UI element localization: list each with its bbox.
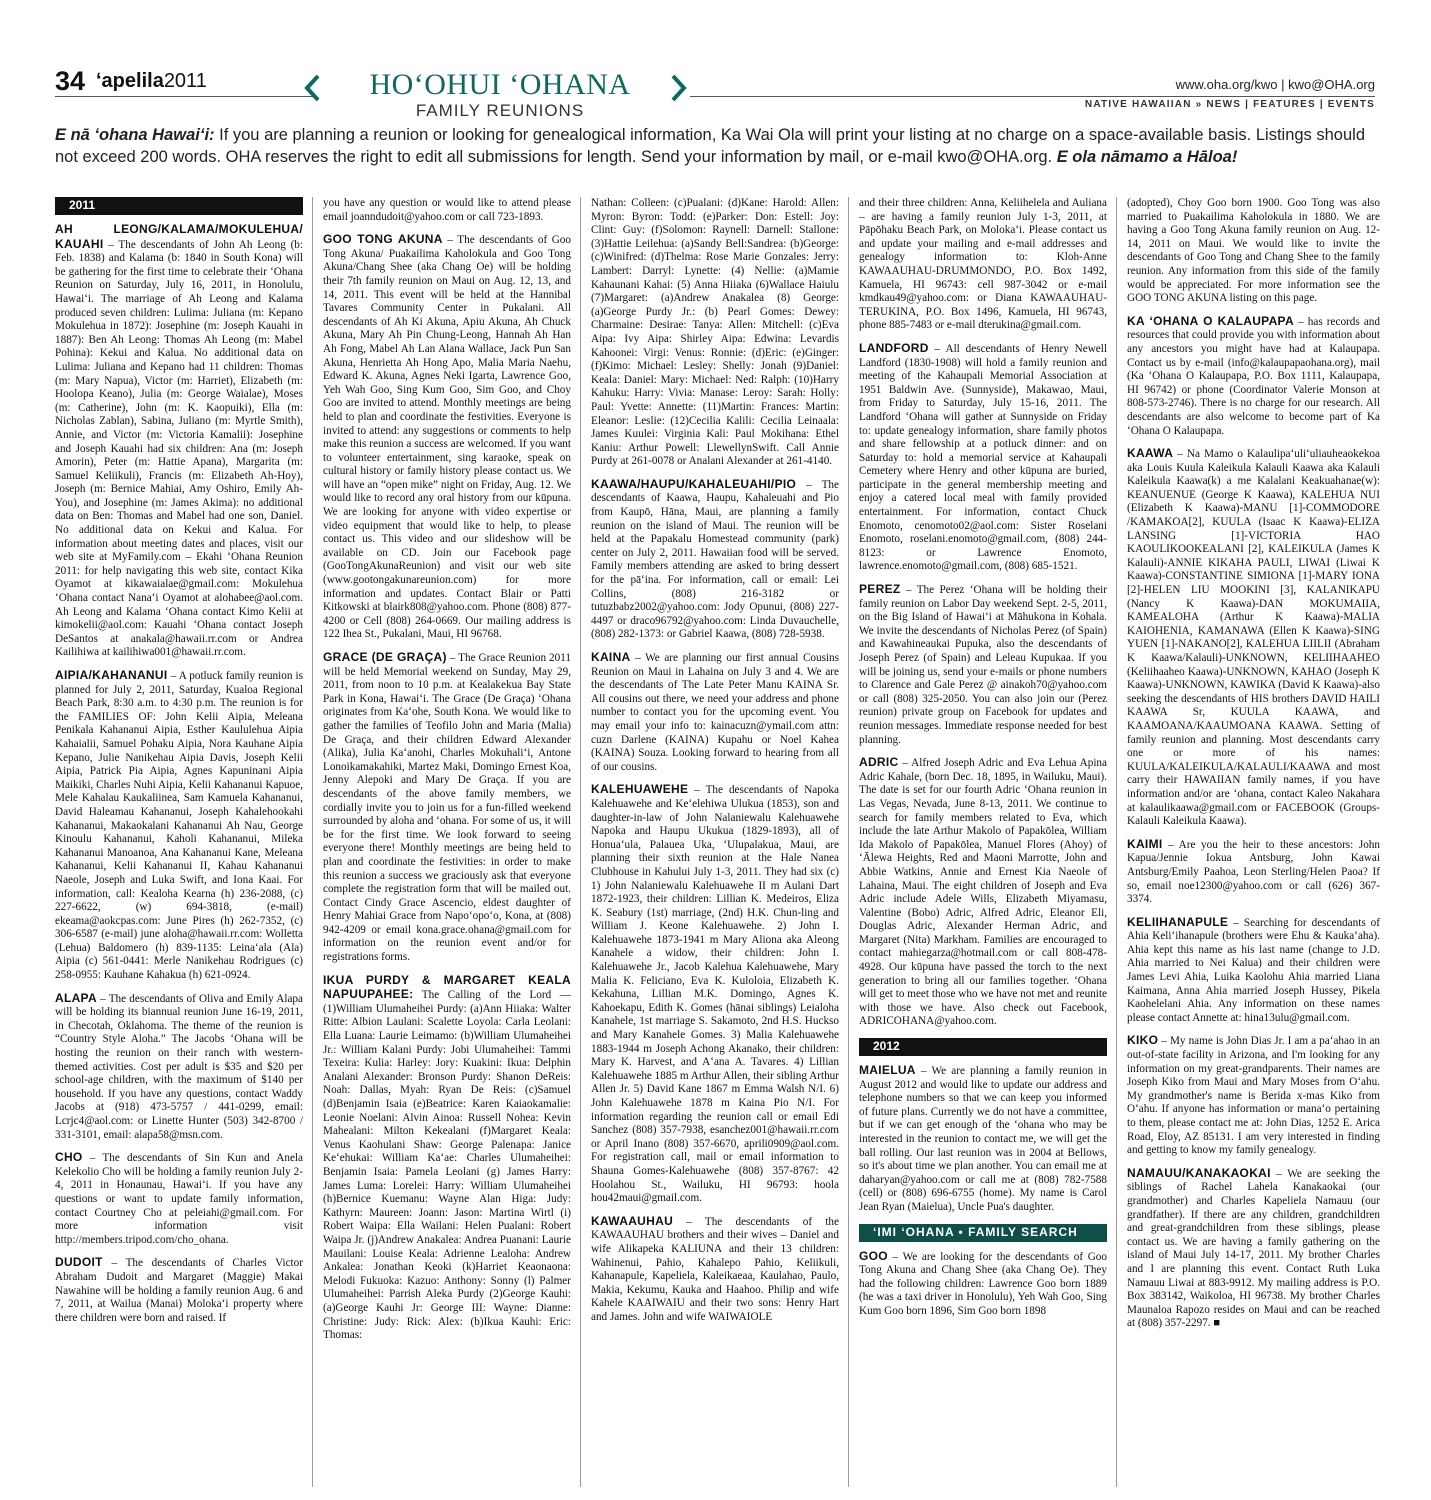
website-link[interactable]: www.oha.org/kwo | kwo@OHA.org: [1175, 77, 1375, 92]
listing-heading: KAIMI: [1127, 836, 1163, 851]
listing-text: – The descendants of Goo Tong Akuna/ Puakailima Kaholokula and Goo Tong Akuna/Chang Shee (aka Chang Oe) will be holding their 7th family reunion on Maui on Aug. 12, 13, and 14, 2011. This event will be held at the Hannibal Tavares Community Center in Pukalani. All descendants of Ah Ki Akuna, Apiu Akuna, Ah Chuck Akuna, Mary Ah Pin Chung-Leong, Hannah Ah Han Ah Fong, Mabel Ah Lan Alana Wallace, Jack Pun San Akuna, Henrietta Ah Hong Apo, Malia Maria Naehu, Edward K. Akuna, Agnes Neki Igarta, Lawrence Goo, Yeh Wah Goo, Sing Kum Goo, Sim Goo, and Choy Goo are invited to attend. Monthly meetings are being held to plan and coordinate the festivities. Everyone is invited to attend: any suggestions or comments to help make this reunion a success are welcomed. If you want to volunteer entertainment, sing karaoke, speak on cultural history or family history please contact us. We will have an “open mike” night on Friday, Aug. 12. We would like to record any oral history from our kūpuna. We are looking for anyone with video expertise or video equipment that would like to help, to please contact us. This video and our slideshow will be available on CD. Join our Facebook page (GooTongAkunaReunion) and visit our web site (www.gootongakunareunion.com) for more information and updates. Contact Blair or Patti Kitkowski at blairk808@yahoo.com. Phone (808) 877-4200 or Cell (808) 264-0669. Our mailing address is 122 Ihea St., Pukalani, Maui, HI 96768.: [323, 234, 571, 641]
listing-heading: DUDOIT: [55, 1255, 103, 1270]
listing-heading: PEREZ: [859, 582, 901, 597]
listing: [859, 756, 1107, 1029]
listings: [55, 197, 1380, 1487]
listing-heading: KA ʻOHANA O KALAUPAPA: [1127, 313, 1294, 328]
listing: [55, 992, 303, 1143]
listing: [55, 223, 303, 660]
column-5: [1127, 197, 1380, 1487]
family-search-heading: ʻIMI ʻOHANA • FAMILY SEARCH: [859, 1224, 1107, 1242]
year-heading: 2012: [859, 1038, 1107, 1056]
listing-text: – The descendants of Napoka Kalehuawehe and Keʻelehiwa Ulukua (1853), son and daughter-in-law of John Nalaniewalu Kalehuawehe Napoka and Haupu Ukukua (1829-1893), all of Honuaʻula, Palauea Uka, ʻUlupalakua, Maui, are planning their sixth reunion at the Hale Nanea Clubhouse in Kahului July 1-3, 2011. They had six (c) 1) John Nalaniewalu Kalehuawehe II m Aulani Dart 1872-1923, their children: Lillian K. Medeiros, Eliza K. Seabury (1st) marriage, (2nd) H.K. Chun-ling and William J. Keone Kalehuawehe. 2) John I. Kalehuawehe 1873-1941 m Mary Aliona aka Aleong Kanahele a widow, their children: John I. Kalehuawehe Jr., Jacob Kalehua Kalehuawehe, Mary Malia K. Feliciano, Eva K. Kuloloia, Elizabeth K. Kekahuna, Lillian M.K. Domingo, Agnes K. Kahoekapu, Edith K. Gomes (hānai siblings) Leialoha Kanahele, 1st marriage S. Sakamoto, 2nd H.S. Huckso and Mary Kanahele Gomes. 3) Malia Kalehuawehe 1883-1944 m Joseph Achong Akanako, their children: Mary K. Harvest, and Aʻana A. Tavares. 4) Lillian Kalehuawehe 1885 m Arthur Allen, their sibling Arthur Allen Jr. 5) David Kane 1867 m Emma Walsh N/I. 6) John Kalehuawehe 1878 m Kaina Pio N/I. For information regarding the reunion call or email Edi Sanchez (808) 357-7938, esanchez001@hawaii.rr.com or April Inano (808) 357-6670, aprili0909@aol.com. For registration call, mail or email information to Shauna Gomes-Kalehuawehe (808) 357-8767: 42 Hoolahou St., Wailuku, HI 96793: hoola hou42maui@gmail.com.: [591, 784, 839, 1205]
header-rule-right: [690, 96, 1375, 97]
listing: [591, 478, 839, 642]
section-title: HOʻOHUI ʻOHANA: [369, 68, 631, 101]
listing-text: – The descendants of Charles Victor Abraham Dudoit and Margaret (Maggie) Makai Nawahine will be holding a family reunion Aug. 6 and 7, 2011, at Wailua (Manai) Molokaʻi property where there children were born and raised. If: [55, 1257, 303, 1324]
listing-heading: GOO TONG AKUNA: [323, 232, 443, 247]
listing: [859, 1064, 1107, 1215]
listing: [859, 1250, 1107, 1319]
header-rule-left: [55, 96, 317, 97]
listing-text: – The descendants of Kaawa, Haupu, Kahaleuahi and Pio from Kaupō, Hāna, Maui, are planning a family reunion on the island of Maui. The reunion will be held at the Papakalu Homestead community (park) center on July 2, 2011. Hawaiian food will be served. Family members attending are asked to bring dessert for the pāʻina. For information, call or email: Lei Collins, (808) 216-3182 or tutuzbabz2002@yahoo.com: Jody Opunui, (808) 227-4497 or draco96792@yahoo.com: Linda Duvauchelle, (808) 282-1373: or Gabriel Kaawa, (808) 728-5938.: [591, 478, 839, 641]
listing: [591, 783, 839, 1205]
listing-heading: KIKO: [1127, 1033, 1159, 1048]
listing-heading: AH LEONG/KALAMA/MOKULEHUA/ KAUAHI: [55, 222, 303, 251]
listing-text: – We are planning a family reunion in August 2012 and would like to update our address and telephone numbers so that we can keep you informed of future plans. Currently we do not have a committee, but if we can get enough of the ʻohana who may be interested in the reunion to contact me, we will get the ball rolling. Our last reunion was in 2004 at Bellows, so it's about time we plan another. You can email me at daharyan@yahoo.com or call me at (808) 782-7588 (cell) or (808) 696-6755 (home). My name is Carol Jean Ryan (Maielua), Uncle Pua's daughter.: [859, 1065, 1107, 1213]
column-divider: [1116, 197, 1117, 1487]
listing: [1127, 1034, 1380, 1157]
listing-continued: (adopted), Choy Goo born 1900. Goo Tong was also married to Puakailima Kaholokula in 1880. We are having a Goo Tong Akuna family reunion on Aug. 12-14, 2011 on Maui. We would like to invite the descendants of Goo Tong and Chang Shee to the family reunion. Any information from this side of the family would be appreciated. For more information see the GOO TONG AKUNA listing on this page.: [1127, 197, 1380, 305]
issue-month: ʻapelila: [96, 70, 164, 92]
section-nav: NATIVE HAWAIIAN » NEWS | FEATURES | EVENTS: [1084, 99, 1375, 110]
section-subtitle: FAMILY REUNIONS: [415, 101, 585, 120]
listing: [591, 651, 839, 774]
column-4: [859, 197, 1107, 1487]
listing-text: – Alfred Joseph Adric and Eva Lehua Apina Adric Kahale, (born Dec. 18, 1895, in Wailuku, Maui). The date is set for our fourth Adric ʻOhana reunion in Las Vegas, Nevada, June 8-13, 2011. We continue to search for family members related to Eva, which include the late Arthur Makolo of Papakōlea, William Ida Makolo of Papakōlea, Manuel Flores (Ahoy) of ʻĀlewa Heights, Red and Maoni Marrotte, John and Abbie Watkins, Annie and Ernest Kia Naeole of Lahaina, Maui. The eight children of Joseph and Eva Adric include Adele Wills, Elizabeth Miyamasu, Valentine (Bobo) Adric, Alfred Adric, Eleanor Eli, Douglas Adric, Alexander Herman Adric, and Margaret (Nita) Markham. Families are encouraged to contact mahiegarza@hotmail.com or call 808-478-4928. Our kūpuna have passed the torch to the next generation to bring all our families together. ʻOhana will get to meet those who we have not met and reunite with those we have. Also check out Facebook, ADRICOHANA@yahoo.com.: [859, 757, 1107, 1028]
listing-heading: KALEHUAWEHE: [591, 782, 689, 797]
listing-continued: Nathan: Colleen: (c)Pualani: (d)Kane: Harold: Allen: Myron: Byron: Todd: (e)Parker: Don: Estell: Joy: Clint: Guy: (f)Solomon: Raynell: Darnell: Stallone: (3)Hattie Leilehua: (a)Sandy Bell:Sandrea: (b)George: (c)Winifred: (d)Thelma: Rose Marie Gonzales: Jerry: Lambert: Darryl: Lynette: (4) Nellie: (a)Mamie Kahaunani Kahai: (5) Anna Hiiaka (6)Wallace Haiulu (7)Margaret: (a)Andrew Anakalea (8) George: (a)George Purdy Jr.: (b) Pearl Gomes: Dewey: Charmaine: Desirae: Tanya: Allen: Mitchell: (c)Eva Aipa: Ivy Aipa: Shirley Aipa: Edwina: Levardis Kahoonei: Virgi: Venus: Ronnie: (d)Eric: (e)Ginger: (f)Kimo: Michael: Lesley: Shelly: Jonah (9)Daniel: Keala: Daniel: Mary: Michael: Ned: Ralph: (10)Harry Kahuku: Harry: Vivia: Manase: Leroy: Sarah: Holly: Paul: Yvette: Annette: (11)Martin: Frances: Martin: Eleanor: Leslie: (12)Cecilia Kalili: Cecilia Leinaala: James Kuulei: Virginia Kali: Paul Mokihana: Ethel Kaniu: Arthur Powell: LlewellynSwift. Call Annie Purdy at 261-0078 or Analani Alexander at 261-4140.: [591, 197, 839, 468]
listing: [859, 342, 1107, 574]
listing: [1127, 315, 1380, 438]
column-divider: [848, 197, 849, 1487]
year-heading: 2011: [55, 197, 303, 215]
listing: [55, 669, 303, 983]
listing-text: – The descendants of Oliva and Emily Alapa will be holding its biannual reunion June 16-19, 2011, in Checotah, Oklahoma. The theme of the reunion is “Country Style Aloha.” The Jacobs ʻOhana will be hosting the reunion on their ranch with western-themed activities. Cost per adult is $35 and $20 per school-age children, with the maximum of $140 per household. If you have any questions, contact Waddy Jacobs at (918) 473-5757 / 441-0299, email: Lcrjc4@aol.com: or Linette Hunter (503) 342-8700 / 331-3101, email: alapa58@msn.com.: [55, 992, 303, 1141]
listing-heading: GRACE (DE GRAÇA): [323, 650, 447, 664]
listing-heading: AIPIA/KAHANANUI: [55, 668, 168, 682]
page-number: 34: [55, 66, 86, 96]
listing-heading: MAIELUA: [859, 1063, 916, 1078]
listing: [1127, 1167, 1380, 1331]
intro-paragraph: [55, 124, 1380, 168]
listing-text: – We are planning our first annual Cousins Reunion on Maui in Lahaina on July 3 and 4. We are the descendants of The Late Peter Manu KAINA Sr. All cousins out there, we need your address and phone number to contact you for the upcoming event. You may email your info to: kainacuzn@ymail.com attn: cuzn Darlene (KAINA) Kupahu or Noel Kahea (KAINA) Souza. Looking forward to hearing from all of our cousins.: [591, 652, 839, 773]
listing-text: – Na Mamo o Kalaulipaʻuliʻuliauheaokekoa aka Louis Kuula Kaleikula Kalauli Kaawa aka Kalauli Kaleikula Kaawa(k) a me Kalalani Keakuahanae(w): KEANUENUE (George K Kaawa), KALEHUA NUI (Elizabeth K Kaawa)-MANU [1]-COMMODORE /KAMAKOA[2], KUULA (Isaac K Kaawa)-ELIZA LANSING [1]-VICTORIA HAO KAOULIKOOKEALANI [2], KALEIKULA (James K Kalauli)-ANNIE KIKAHA PAULI, LIWAI (Liwai K Kaawa)-CONSTANTINE SIMIONA [1]-MARY IONA [2]-HELEN LIU MOOKINI [3], KALANIKAPU (Nancy K Kaawa)-DAN MOKUMAIIA, KAMEALOHA (Arthur K Kaawa)-MALIA KAIOHENIA, KAMANAWA (Ellen K Kaawa)-SING YUEN [1]-NAKANO[2], KALEHUA LIILII (Abraham K Kaawa/Kalauli)-UNKNOWN, KELIIHAAHEO (Keliihaaheo Kaawa)-UNKNOWN, KAHAO (Joseph K Kaawa)-UNKNOWN, KAWIKA (David K Kaawa)-also seeking the descendants of HIS brothers DAVID HAILI KAAWA Sr, KUULA KAAWA, and KAAMOANA/KAAUMOANA KAAWA. Setting of family reunion and planning. Most descendants carry one or more of his names: KUULA/KALEIKULA/KALAULI/KAAWA and most carry their HAWAIIAN family names, if you have information and/or are ʻohana, contact Kaleo Nakahara at kalaulikaawa@gmail.com or FACEBOOK (Groups-Kalauli Kaleikula Kaawa).: [1127, 448, 1380, 828]
listing-heading: LANDFORD: [859, 340, 929, 355]
listing-heading: KAINA: [591, 650, 631, 664]
listing-heading: ALAPA: [55, 990, 97, 1005]
listing-text: The Calling of the Lord — (1)William Ulumaheihei Purdy: (a)Ann Hiiaka: Walter Ritte: Albion Laulani: Scalette Loyola: Carla Leolani: Ella Luana: Laurie Leimamo: (b)William Ulumaheihei Jr.: William Kalani Purdy: Jobi Ulumaheihei: Tammi Texeira: Kulia: Harley: Jory: Kuakini: Ikua: Delphin Analani Alexander: Bronson Purdy: Shanon DeReis: Noah: Dallas, Myah: Ryan De Reis: (c)Samuel (d)Benjamin Isaia (e)Beatrice: Karen Kaiaokamalie: Leonie Noelani: Alvin Ainoa: Russell Nohea: Kevin Mahealani: Milton Kekealani (f)Margaret Keala: Venus Kaohulani Shaw: George Palenapa: Janice Keʻehukai: William Kaʻae: Charles Ulumaheihei: Benjamin Isaia: Pamela Leolani (g) James Harry: James Luma: Lorelei: Harry: William Ulumaheihei (h)Bernice Kuemanu: Wayne Alan Higa: Judy: Kathyrn: Maureen: Joann: Jason: Martina Wirtl (i) Robert Waipa: Ella Wailani: Helen Pualani: Robert Waipa Jr. (j)Andrew Anakalea: Andrea Puanani: Laurie Mauilani: Louise Keala: Adrienne Lealoha: Andrew Ankalea: Jonathan Keoki (k)Harriet Keaonaona: Melodi Fukuoka: Kazuo: Anthony: Sonny (l) Palmer Ulumaheihei: Parrish Aleka Purdy (2)George Kauhi: (a)George Kauhi Jr: George III: Wayne: Dianne: Christine: Judy: Rick: Alex: (b)Ikua Kauhi: Eric: Thomas:: [323, 989, 571, 1342]
listing: [323, 974, 571, 1343]
listing: [859, 583, 1107, 747]
issue-date: [96, 70, 207, 93]
listing-continued: you have any question or would like to attend please email joanndudoit@yahoo.com or call 723-1893.: [323, 197, 571, 223]
intro-lead: E nā ʻohana Hawaiʻi:: [55, 126, 215, 144]
chevron-right-icon: [670, 73, 688, 103]
listing-text: – We are seeking the siblings of Rachel Lahela Kanakaokai (our grandmother) and Charles Kapeliela Namauu (our grandfather). If there are any children, grandchildren and great-grandchildren from these siblings, please contact us. We are having a family gathering on the island of Maui July 14-17, 2011. My brother Charles and I are planning this event. Contact Ruth Luka Namauu Liwai at 883-9912. My mailing address is P.O. Box 383142, Waikoloa, HI 96738. My brother Charles Maunaloa Rapozo resides on Maui and can be reached at (808) 357-2297. ■: [1127, 1167, 1380, 1330]
column-1: [55, 197, 303, 1487]
listing-text: – We are looking for the descendants of Goo Tong Akuna and Chang Shee (aka Chang Oe). They had the following children: Lawrence Goo born 1889 (he was a taxi driver in Honolulu), Yeh Wah Goo, Sing Kum Goo born 1896, Sim Goo born 1898: [859, 1250, 1107, 1317]
listing-heading: KELIIHANAPULE: [1127, 914, 1229, 929]
listing-text: – The descendants of John Ah Leong (b: Feb. 1838) and Kalama (b: 1840 in South Kona) will be gathering for the first time to celebrate their ʻOhana Reunion on Saturday, July 16, 2011, in Honolulu, Hawaiʻi. The marriage of Ah Leong and Kalama produced seven children: Lulima: Juliana (m: Kepano Mokulehua in 1872): Josephine (m: Joseph Kauahi in 1887): Ben Ah Leong: Thomas Ah Leong (m: Mabel Pohina): Kekui and Kalua. No additional data on Lulima: Juliana and Kepano had 11 children: Thomas (m: Mary Napua), Victor (m: Harriet), Elizabeth (m: Hoolopa Keano), Julia (m: George Waialae), Moses (m: Catherine), John (m: K. Kaopuiki), Ella (m: Nicholas Zablan), Sabina, Juliano (m: Myrtle Smith), Annie, and Victor (m: Victoria Kamalii): Josephine and Joseph Kauahi had six children: Ana (m: Joseph Amorin), Peter (m: Hattie Apana), Margarita (m: Samuel Keliikuli), Francis (m: Elizabeth Ah-Hoy), Joseph (m: Bernice Mahiai, Amy Oshiro, Emily Ah-You), and Josephine (m: James Akima): no additional data on Ben: Thomas and Mabel had one son, Daniel. No additional data on Kekui and Kalua. For information about meeting dates and places, visit our web site at MyFamily.com – Ekahi ʻOhana Reunion 2011: for help navigating this web site, contact Kika Oyamot at kikawaialae@gmail.com: Mokulehua ʻOhana contact Nanaʻi Oyamot at alohabee@aol.com. Ah Leong and Kalama ʻOhana contact Kimo Kelii at kimokelii@aol.com: Kauahi ʻOhana contact Joseph DeSantos at anakala@hawaii.rr.com or Andrea Kailihiwa at kailihiwa001@hawaii.rr.com.: [55, 238, 303, 659]
listing-heading: KAAWA/HAUPU/KAHALEUAHI/PIO: [591, 476, 797, 491]
listing: [323, 651, 571, 965]
intro-closing: E ola nāmamo a Hāloa!: [1056, 148, 1238, 166]
listing-heading: KAWAAUHAU: [591, 1213, 674, 1228]
listing-continued: and their three children: Anna, Keliihelela and Auliana – are having a family reunion July 1-3, 2011, at Pāpōhaku Beach Park, on Molokaʻi. Please contact us and update your mailing and e-mail addresses and genealogy information to: Kloh-Anne KAWAAUHAU-DRUMMONDO, P.O. Box 1492, Kamuela, HI 96743: cell 987-3042 or e-mail kmdkau49@yahoo.com: or Diana KAWAAUHAU-TERUKINA, P.O. Box 1496, Kamuela, HI 96743, phone 885-7483 or e-mail dterukina@gmail.com.: [859, 197, 1107, 332]
column-3: [591, 197, 839, 1487]
listing-text: – The Perez ʻOhana will be holding their family reunion on Labor Day weekend Sept. 2-5, 2011, on the Big Island of Hawaiʻi at Māhukona in Kohala. We invite the descendants of Nicholas Perez (of Spain) and Kawahineaukai Pupuka, also the descendants of Joseph Perez (of Spain) and Leleau Kupukaa. If you will be joining us, send your e-mails or phone numbers to Clarence and Gale Perez @ ainakoh70@yahoo.com or call (808) 325-2050. You can also join our (Perez reunion) private group on Facebook for updates and reunion messages. Immediate response needed for best planning.: [859, 584, 1107, 746]
listing-text: – The descendants of Sin Kun and Anela Kelekolio Cho will be holding a family reunion July 2-4, 2011 in Honaunau, Hawaiʻi. If you have any questions or want to update family information, contact Courtney Cho at peleiahi@gmail.com. For more information visit http://members.tripod.com/cho_ohana.: [55, 1152, 303, 1246]
listing: [323, 233, 571, 642]
listing-text: – Are you the heir to these ancestors: John Kapua/Jennie Iokua Antsburg, John Kawai Antsburg/Emily Paahoa, Leon Sterling/Helen Paoa? If so, email noe12300@yahoo.com or call (626) 367-3374.: [1127, 838, 1380, 906]
listing-heading: ADRIC: [859, 755, 899, 770]
listing-text: – has records and resources that could provide you with information about any ancestors you might have had at Kalaupapa. Contact us by e-mail (info@kalaupapaohana.org), mail (Ka ʻOhana O Kalaupapa, P.O. Box 1111, Kalaupapa, HI 96742) or phone (Coordinator Valerie Monson at 808-573-2746). There is no charge for our research. All descendants are also welcome to become part of Ka ʻOhana O Kalaupapa.: [1127, 315, 1380, 437]
intro-body: If you are planning a reunion or looking for genealogical information, Ka Wai Ola will print your listing at no charge on a space-available basis. Listings should not exceed 200 words. OHA reserves the right to edit all submissions for length. Send your information by mail, or e-mail kwo@OHA.org.: [55, 126, 1366, 166]
listing: [55, 1151, 303, 1247]
listing: [1127, 447, 1380, 829]
issue-year: 2011: [163, 70, 207, 92]
listing-heading: IKUA PURDY & MARGARET KEALA NAPUUPAHEE:: [323, 972, 571, 1002]
chevron-left-icon: [303, 73, 321, 103]
listing-text: – The Grace Reunion 2011 will be held Memorial weekend on Sunday, May 29, 2011, from noon to 10 p.m. at Kealakekua Bay State Park in Kona, Hawaiʻi. The Grace (De Graça) ʻOhana originates from Kaʻohe, South Kona. We would like to gather the families of Teofilo John and Maria (Malia) De Graça, and their children Edward Alexander (Alika), Julia Kaʻanohi, Charles Mokuhaliʻi, Antone Lonoikamakahiki, Martez Maki, Domingo Ernest Koa, Jenny Alepoki and Mary De Graça. If you are descendants of the above family members, we cordially invite you to join us for a fun-filled weekend surrounded by aloha and ʻohana. For some of us, it will be for the first time. We look forward to seeing everyone there! Monthly meetings are being held to plan and coordinate the festivities: in order to make this reunion a success we graciously ask that everyone complete the registration form that will be mailed out. Contact Cindy Grace Ascencio, eldest daughter of Henry Mahiai Grace from Napoʻopoʻo, Kona, at (808) 942-4209 or email kona.grace.ohana@gmail.com for information on the reunion event and/or for registrations forms.: [323, 652, 571, 964]
listing-text: – Searching for descendants of Ahia Keliʻihanapule (brothers were Ehu & Kaukaʻaha). Ahia kept this name as his last name (change to J.D. Ahia married to Nei Kalua) and their children were James Levi Ahia, Luika Kaolohu Ahia married Liana Kaimana, Anna Ahia married Joseph Hussey, Pikela Kaohelelani Ahia. Any information on these names please contact Annette at: hina13ulu@gmail.com.: [1127, 916, 1380, 1024]
listing-heading: GOO: [859, 1248, 888, 1263]
listing: [1127, 838, 1380, 907]
listing-text: – All descendants of Henry Newell Landford (1830-1908) will hold a family reunion and meeting of the Kahaupali Memorial Association at 1951 Baldwin Ave. (Sunnyside), Makawao, Maui, from Friday to Saturday, July 15-16, 2011. The Landford ʻOhana will gather at Sunnyside on Friday to: update genealogy information, share family photos and share fellowship at a potluck dinner: and on Saturday to: hold a memorial service at Kahaupali Cemetery where Henry and other kūpuna are buried, participate in the general membership meeting and enjoy a catered local meal with family provided entertainment. For information, contact Chuck Enomoto, cenomoto02@aol.com: Sister Roselani Enomoto, roselani.enomoto@gmail.com, (808) 244-8123: or Lawrence Enomoto, lawrence.enomoto@gmail.com, (808) 685-1521.: [859, 342, 1107, 573]
listing-heading: KAAWA: [1127, 446, 1174, 461]
page-header: [0, 0, 1431, 125]
listing: [1127, 916, 1380, 1026]
listing-text: – The descendants of the KAWAAUHAU brothers and their wives – Daniel and wife Alikapeka KALIUNA and their 13 children: Wahinenui, Pahio, Kahalepo Pahio, Keliikuli, Kahanapule, Kapeliela, Kaleikaeaa, Kaulahao, Paulo, Makia, Kekumu, Kauka and Haahoo. Philip and wife Kahele KAAIWAIU and their two sons: Henry Hart and James. John and wife WAIWAIOLE: [591, 1215, 839, 1323]
listing-text: – My name is John Dias Jr. I am a paʻahao in an out-of-state facility in Arizona, and I'm looking for any information on my great-grandparents. Their names are Joseph Kiko from Maui and Mary Moses from Oʻahu. My grandmother's name is Berida x-mas Kiko from Oʻahu. If anyone has information or manaʻo pertaining to them, please contact me at: John Dias, 1252 E. Arica Road, Eloy, AZ 85131. I am very interested in finding and getting to know my family genealogy.: [1127, 1035, 1380, 1157]
listing-text: – A potluck family reunion is planned for July 2, 2011, Saturday, Kualoa Regional Beach Park, 8:30 a.m. to 4:30 p.m. The reunion is for the FAMILIES OF: John Kelii Aipia, Meleana Penikala Kahananui Aipia, Esther Kaululehua Aipia Kahaialii, Samuel Pohaku Aipia, Nora Kauhane Aipia Kepano, Julie Nanikehau Aipia Davis, Joseph Kelii Aipia, Patrick Pia Aipia, Agnes Kapuninani Aipia Maikiki, Charles Nuhi Aipia, Kelii Kahananui Kapuoe, Mele Kahalau Kaukaliinea, Sam Kamuela Kahananui, David Haleamau Kahananui, Joseph Kahalehookahi Kahananui, Makaokalani Kahananui Ah Nau, George Kinoulu Kahananui, Kaholi Kahananui, Mileka Kahananui Manoanoa, Ana Kahananui Kane, Meleana Kahananui, Kelii Kahananui II, Kahau Kahananui Naeole, Joseph and Luka Swift, and Iona Kaai. For information, call: Kealoha Kearna (h) 236-2088, (c) 227-6622, (w) 694-3818, (e-mail) ekeama@aokcpas.com: June Pires (h) 262-7352, (c) 306-6587 (e-mail) june aloha@hawaii.rr.com: Wolletta (Lehua) Baldomero (h) 839-1135: Leinaʻala (Ala) Aipia (c) 561-0441: Merle Nanikehau Rodrigues (c) 258-0955: Kauhane Kahakua (h) 621-0924.: [55, 670, 303, 982]
column-divider: [580, 197, 581, 1487]
column-divider: [312, 197, 313, 1487]
column-2: [323, 197, 571, 1487]
listing-heading: NAMAUU/KANAKAOKAI: [1127, 1165, 1271, 1180]
listing: [55, 1256, 303, 1325]
listing: [591, 1215, 839, 1325]
listing-heading: CHO: [55, 1150, 83, 1165]
